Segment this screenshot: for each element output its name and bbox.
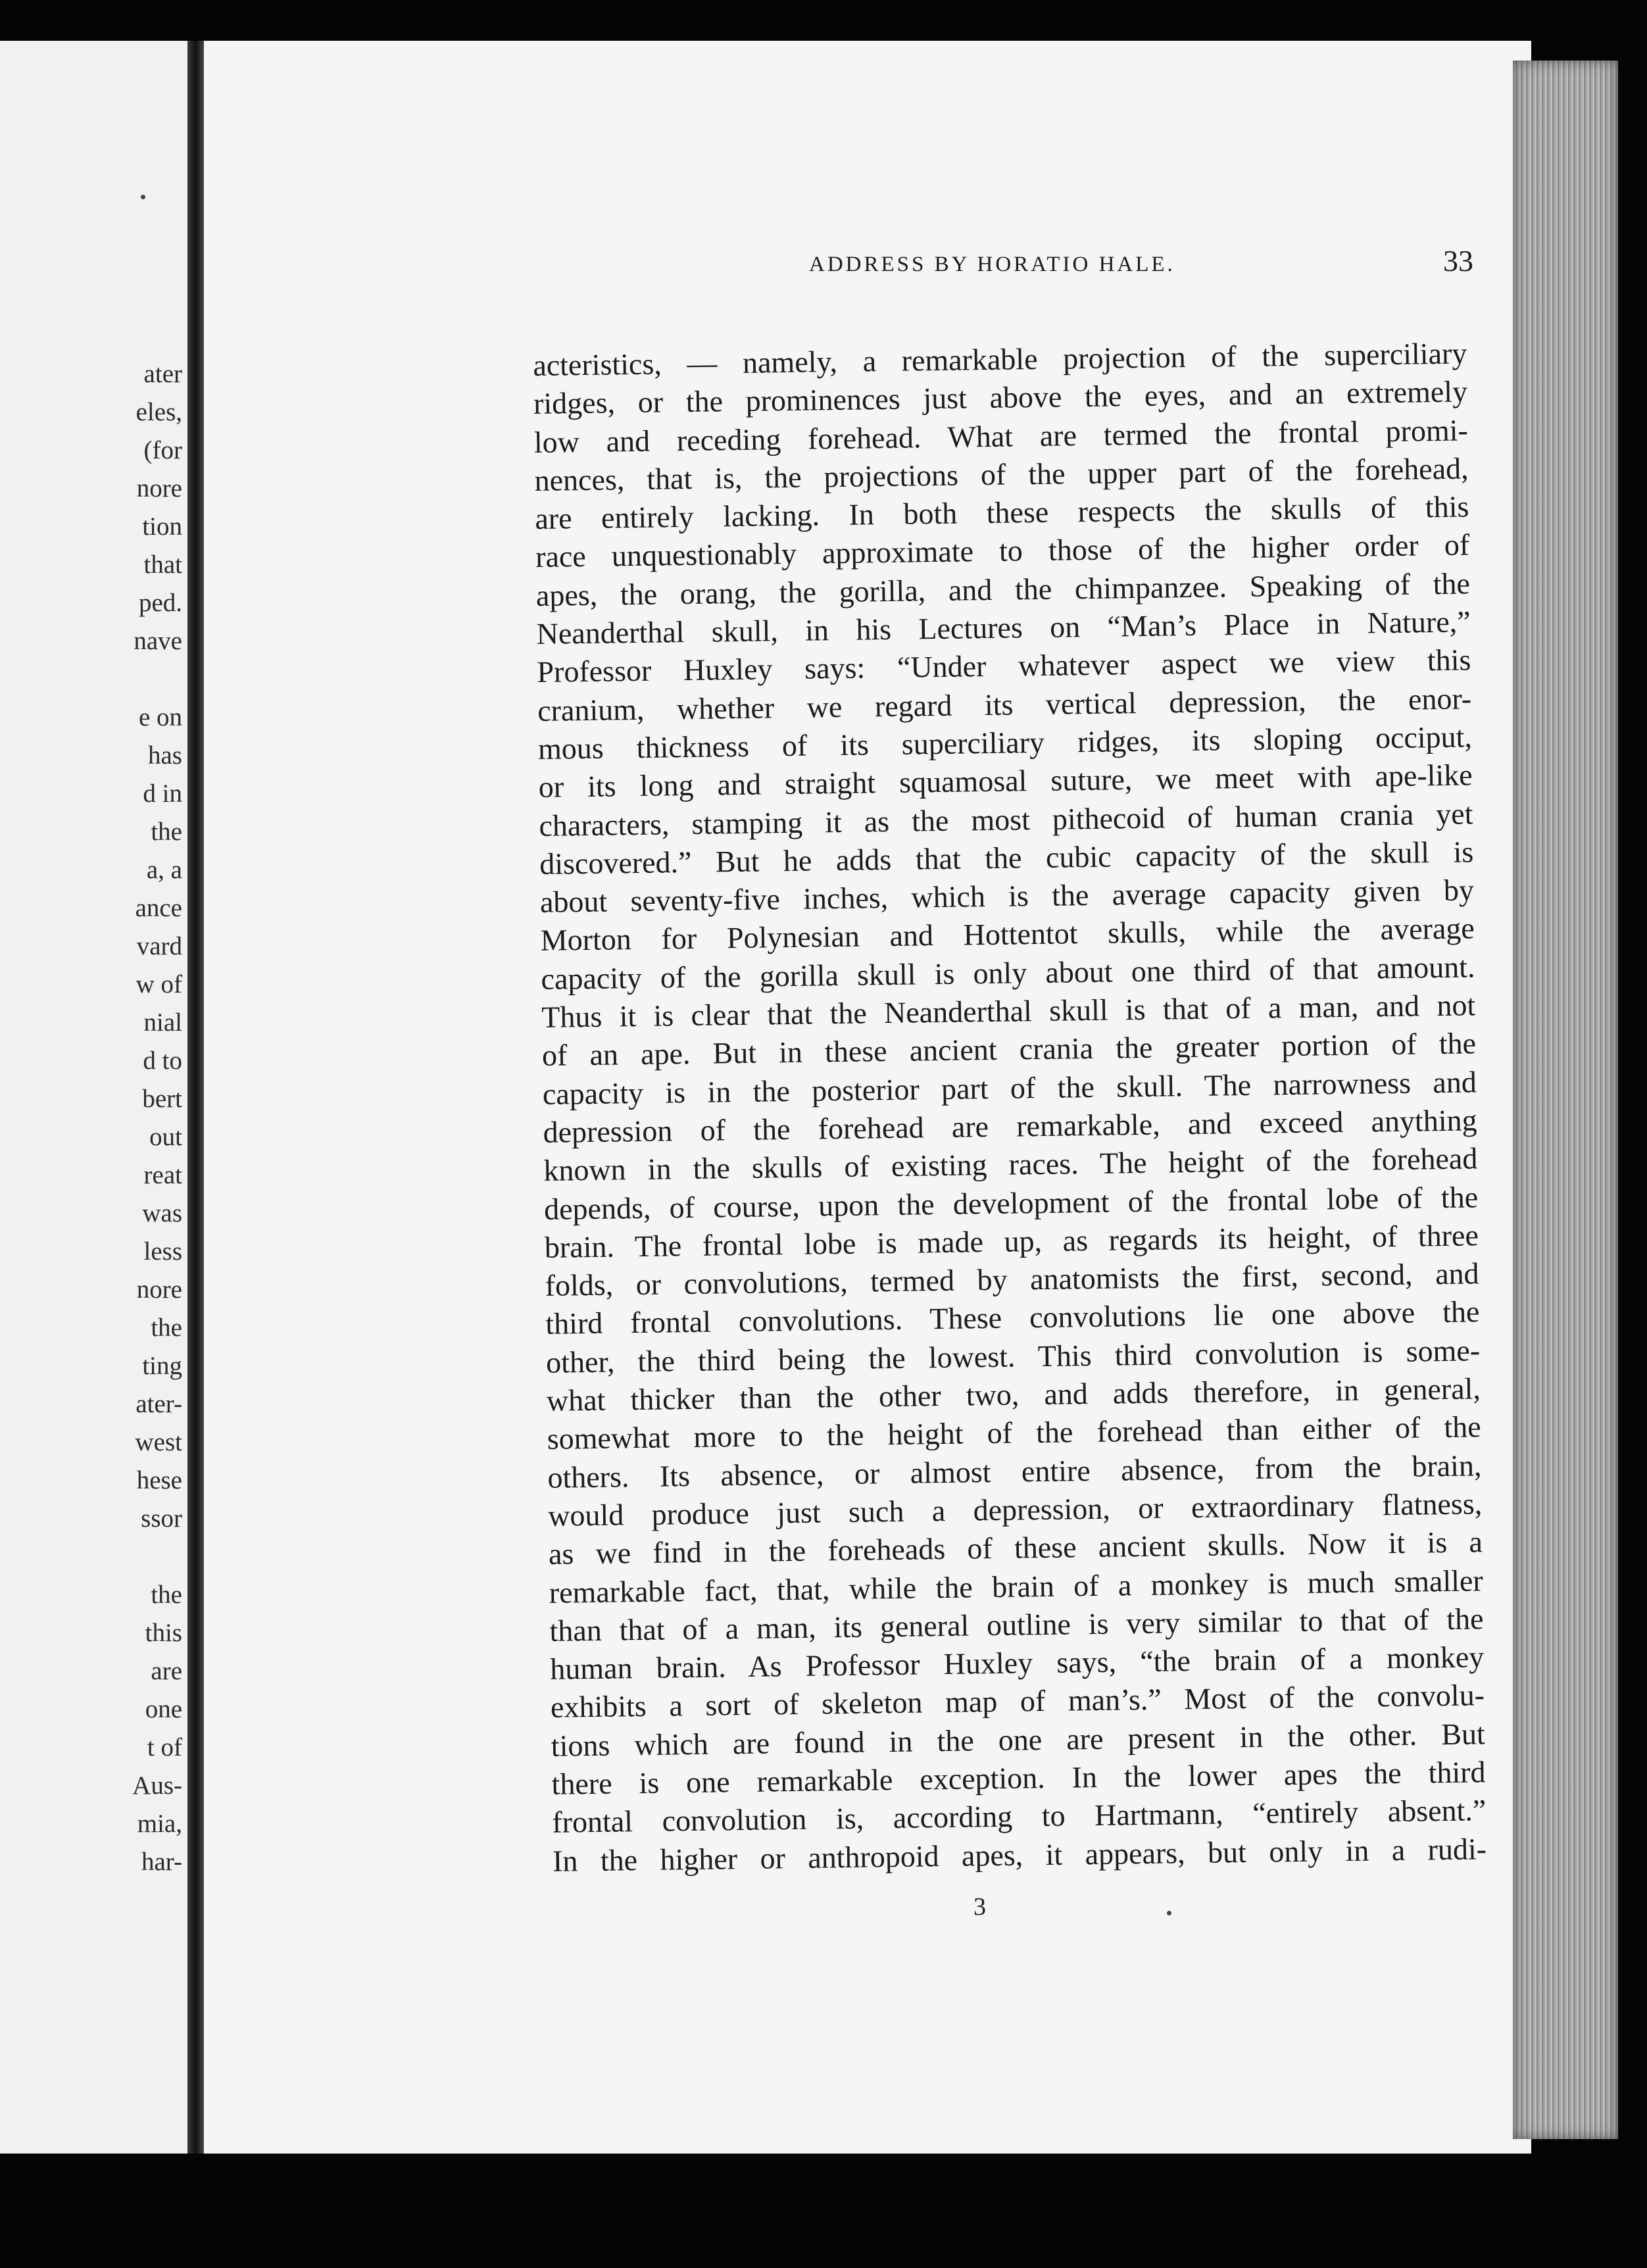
- facing-page-line: was: [142, 1199, 182, 1227]
- facing-page-text: [51, 355, 182, 1881]
- text-line: other, the third being the lowest. This third convolution is some-: [545, 1333, 1481, 1379]
- text-line: exhibits a sort of skeleton map of man’s.” Most of the convolu-: [550, 1678, 1485, 1725]
- text-line: acteristics, — namely, a remarkable projection of the superciliary: [533, 336, 1467, 382]
- text-line: apes, the orang, the gorilla, and the chimpanzee. Speaking of the: [535, 566, 1471, 612]
- facing-page-line: d in: [143, 779, 182, 808]
- text-line: folds, or convolutions, termed by anatomists the first, second, and: [545, 1256, 1479, 1303]
- facing-page-line: nore: [136, 474, 182, 503]
- facing-page-line: Aus-: [132, 1771, 182, 1800]
- facing-page-line: eles,: [135, 398, 182, 426]
- facing-page-line: [51, 660, 182, 699]
- facing-page-line: ater-: [135, 1390, 182, 1418]
- text-line: Neanderthal skull, in his Lectures on “Man’s Place in Nature,”: [536, 604, 1471, 651]
- facing-page-line: a, a: [146, 856, 182, 884]
- facing-page-line: t of: [147, 1733, 182, 1762]
- text-line: In the higher or anthropoid apes, it appears, but only in a rudi-: [552, 1831, 1487, 1878]
- text-line: brain. The frontal lobe is made up, as regards its height, of three: [544, 1218, 1479, 1264]
- facing-page-line: (for: [143, 436, 182, 464]
- page-edges: [1513, 61, 1618, 2139]
- text-line: race unquestionably approximate to those of the higher order of: [535, 528, 1470, 574]
- facing-page-line: this: [145, 1619, 182, 1647]
- facing-page: [0, 41, 187, 2154]
- text-line: Professor Huxley says: “Under whatever aspect we view this: [537, 643, 1471, 689]
- facing-page-line: west: [135, 1428, 182, 1456]
- speck: [141, 195, 145, 199]
- text-line: frontal convolution is, according to Hartmann, “entirely absent.”: [552, 1793, 1487, 1840]
- facing-page-line: vard: [136, 932, 182, 960]
- text-line: others. Its absence, or almost entire absence, from the brain,: [547, 1448, 1482, 1494]
- text-line: there is one remarkable exception. In the lower apes the third: [551, 1755, 1486, 1801]
- facing-page-line: ped.: [138, 589, 182, 617]
- facing-page-line: the: [151, 1314, 182, 1342]
- text-line: remarkable fact, that, while the brain of a monkey is much smaller: [549, 1563, 1484, 1610]
- text-line: ridges, or the prominences just above the eyes, and an extremely: [533, 374, 1468, 421]
- facing-page-line: nial: [143, 1008, 182, 1037]
- text-line: low and receding forehead. What are termed the frontal promi-: [533, 412, 1469, 459]
- facing-page-line: has: [148, 741, 182, 770]
- text-line: as we find in the foreheads of these ancient skulls. Now it is a: [548, 1525, 1483, 1571]
- facing-page-line: [51, 1538, 182, 1576]
- text-line: than that of a man, its general outline is very similar to that of the: [549, 1602, 1484, 1648]
- facing-page-line: the: [151, 818, 182, 846]
- text-line: third frontal convolutions. These convolutions lie one above the: [545, 1294, 1480, 1341]
- facing-page-line: are: [151, 1657, 182, 1685]
- text-line: known in the skulls of existing races. The height of the forehead: [543, 1141, 1478, 1188]
- facing-page-line: d to: [143, 1047, 182, 1075]
- signature-mark: 3: [973, 1893, 986, 1921]
- text-line: Thus it is clear that the Neanderthal skull is that of a man, and not: [541, 988, 1476, 1034]
- facing-page-line: out: [149, 1123, 182, 1151]
- facing-page-line: ance: [135, 894, 182, 922]
- facing-page-line: the: [151, 1581, 182, 1609]
- text-line: characters, stamping it as the most pithecoid of human crania yet: [539, 796, 1473, 843]
- text-line: or its long and straight squamosal suture, we meet with ape-like: [538, 758, 1473, 804]
- facing-page-line: har-: [141, 1848, 182, 1876]
- text-line: capacity of the gorilla skull is only about one third of that amount.: [541, 950, 1475, 996]
- text-line: what thicker than the other two, and adds therefore, in general,: [546, 1371, 1481, 1418]
- body-text: [533, 334, 1487, 1880]
- text-line: somewhat more to the height of the forehead than either of the: [547, 1410, 1481, 1456]
- facing-page-line: tion: [142, 512, 182, 541]
- facing-page-line: w of: [135, 970, 182, 998]
- text-line: nences, that is, the projections of the upper part of the forehead,: [534, 451, 1469, 497]
- facing-page-line: nave: [134, 627, 182, 655]
- speck: [1167, 1911, 1171, 1915]
- running-head: [618, 243, 1473, 283]
- text-line: Morton for Polynesian and Hottentot skulls, while the average: [540, 911, 1475, 958]
- facing-page-line: ater: [143, 360, 182, 388]
- text-line: are entirely lacking. In both these respects the skulls of this: [535, 489, 1469, 536]
- text-line: of an ape. But in these ancient crania the greater portion of the: [541, 1026, 1477, 1073]
- book-page: [204, 41, 1531, 2154]
- book-gutter: [187, 41, 204, 2154]
- facing-page-line: ting: [142, 1352, 182, 1380]
- facing-page-line: nore: [136, 1275, 182, 1304]
- facing-page-line: one: [145, 1695, 182, 1723]
- text-line: tions which are found in the one are present in the other. But: [551, 1716, 1486, 1763]
- text-line: cranium, whether we regard its vertical depression, the enor-: [537, 681, 1472, 727]
- text-line: human brain. As Professor Huxley says, “the brain of a monkey: [549, 1640, 1485, 1686]
- facing-page-line: bert: [142, 1085, 182, 1113]
- running-title: ADDRESS BY HORATIO HALE.: [809, 253, 1175, 276]
- text-line: about seventy-five inches, which is the average capacity given by: [539, 873, 1475, 920]
- facing-page-line: less: [143, 1237, 182, 1266]
- facing-page-line: ssor: [141, 1504, 182, 1533]
- text-line: capacity is in the posterior part of the skull. The narrowness and: [542, 1064, 1477, 1111]
- facing-page-line: mia,: [137, 1810, 182, 1838]
- text-line: discovered.” But he adds that the cubic capacity of the skull is: [539, 835, 1474, 881]
- facing-page-line: that: [143, 551, 182, 579]
- text-line: depends, of course, upon the development of the frontal lobe of the: [543, 1179, 1479, 1226]
- page-number: 33: [1443, 244, 1473, 278]
- facing-page-line: hese: [136, 1466, 182, 1494]
- text-line: depression of the forehead are remarkable, and exceed anything: [543, 1103, 1477, 1149]
- text-line: mous thickness of its superciliary ridges, its sloping occiput,: [537, 720, 1473, 766]
- text-line: would produce just such a depression, or extraordinary flatness,: [547, 1487, 1483, 1533]
- facing-page-line: reat: [143, 1161, 182, 1189]
- facing-page-line: e on: [138, 703, 182, 731]
